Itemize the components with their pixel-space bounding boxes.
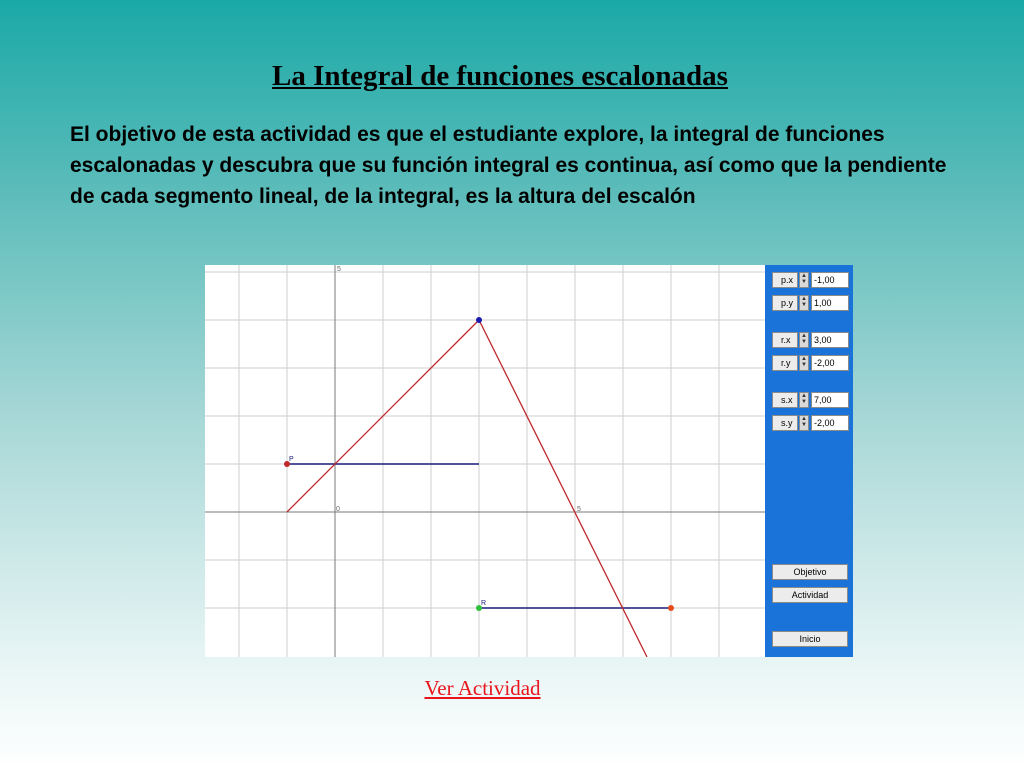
integral-peak-point [476,317,482,323]
point-r-label: R [481,600,487,607]
y-tick-label-5: 5 [337,266,341,273]
param-label-p-x: p.x [772,272,798,288]
param-input-r-y[interactable] [811,355,849,371]
x-tick-label-5: 5 [577,506,581,513]
integral-function-line [287,320,647,657]
param-row-s-x [772,392,850,408]
objective-text: El objetivo de esta actividad es que el estudiante explore, la integral de funciones escalonadas y descubra que su función integral es continua, así como que la pendiente de cada segmento lineal, de la integral, es la altura del escalón [70,123,947,208]
param-input-p-x[interactable] [811,272,849,288]
view-activity-link[interactable]: Ver Actividad [424,676,541,700]
param-row-r-x [772,332,850,348]
param-input-s-y[interactable] [811,415,849,431]
param-label-s-x: s.x [772,392,798,408]
param-spinner-p-x[interactable]: ▲ ▼ [799,272,809,288]
param-label-r-x: r.x [772,332,798,348]
objective-button[interactable]: Objetivo [772,564,848,580]
param-spinner-p-y[interactable]: ▲ ▼ [799,295,809,311]
param-spinner-s-y[interactable]: ▲ ▼ [799,415,809,431]
param-spinner-r-y[interactable]: ▲ ▼ [799,355,809,371]
param-label-p-y: p.y [772,295,798,311]
param-row-p-x [772,272,850,288]
control-panel [765,265,853,657]
origin-label: 0 [336,506,340,513]
param-spinner-s-x[interactable]: ▲ ▼ [799,392,809,408]
param-row-r-y [772,355,850,371]
param-input-s-x[interactable] [811,392,849,408]
param-label-s-y: s.y [772,415,798,431]
param-input-p-y[interactable] [811,295,849,311]
graph-canvas[interactable] [205,265,765,657]
param-label-r-y: r.y [772,355,798,371]
point-p-label: P [289,456,294,463]
point-s-handle[interactable] [668,605,674,611]
param-spinner-r-x[interactable]: ▲ ▼ [799,332,809,348]
param-row-s-y [772,415,850,431]
activity-button[interactable]: Actividad [772,587,848,603]
param-input-r-x[interactable] [811,332,849,348]
applet-window [205,265,853,657]
param-row-p-y [772,295,850,311]
start-button[interactable]: Inicio [772,631,848,647]
page-title: La Integral de funciones escalonadas [272,60,728,92]
